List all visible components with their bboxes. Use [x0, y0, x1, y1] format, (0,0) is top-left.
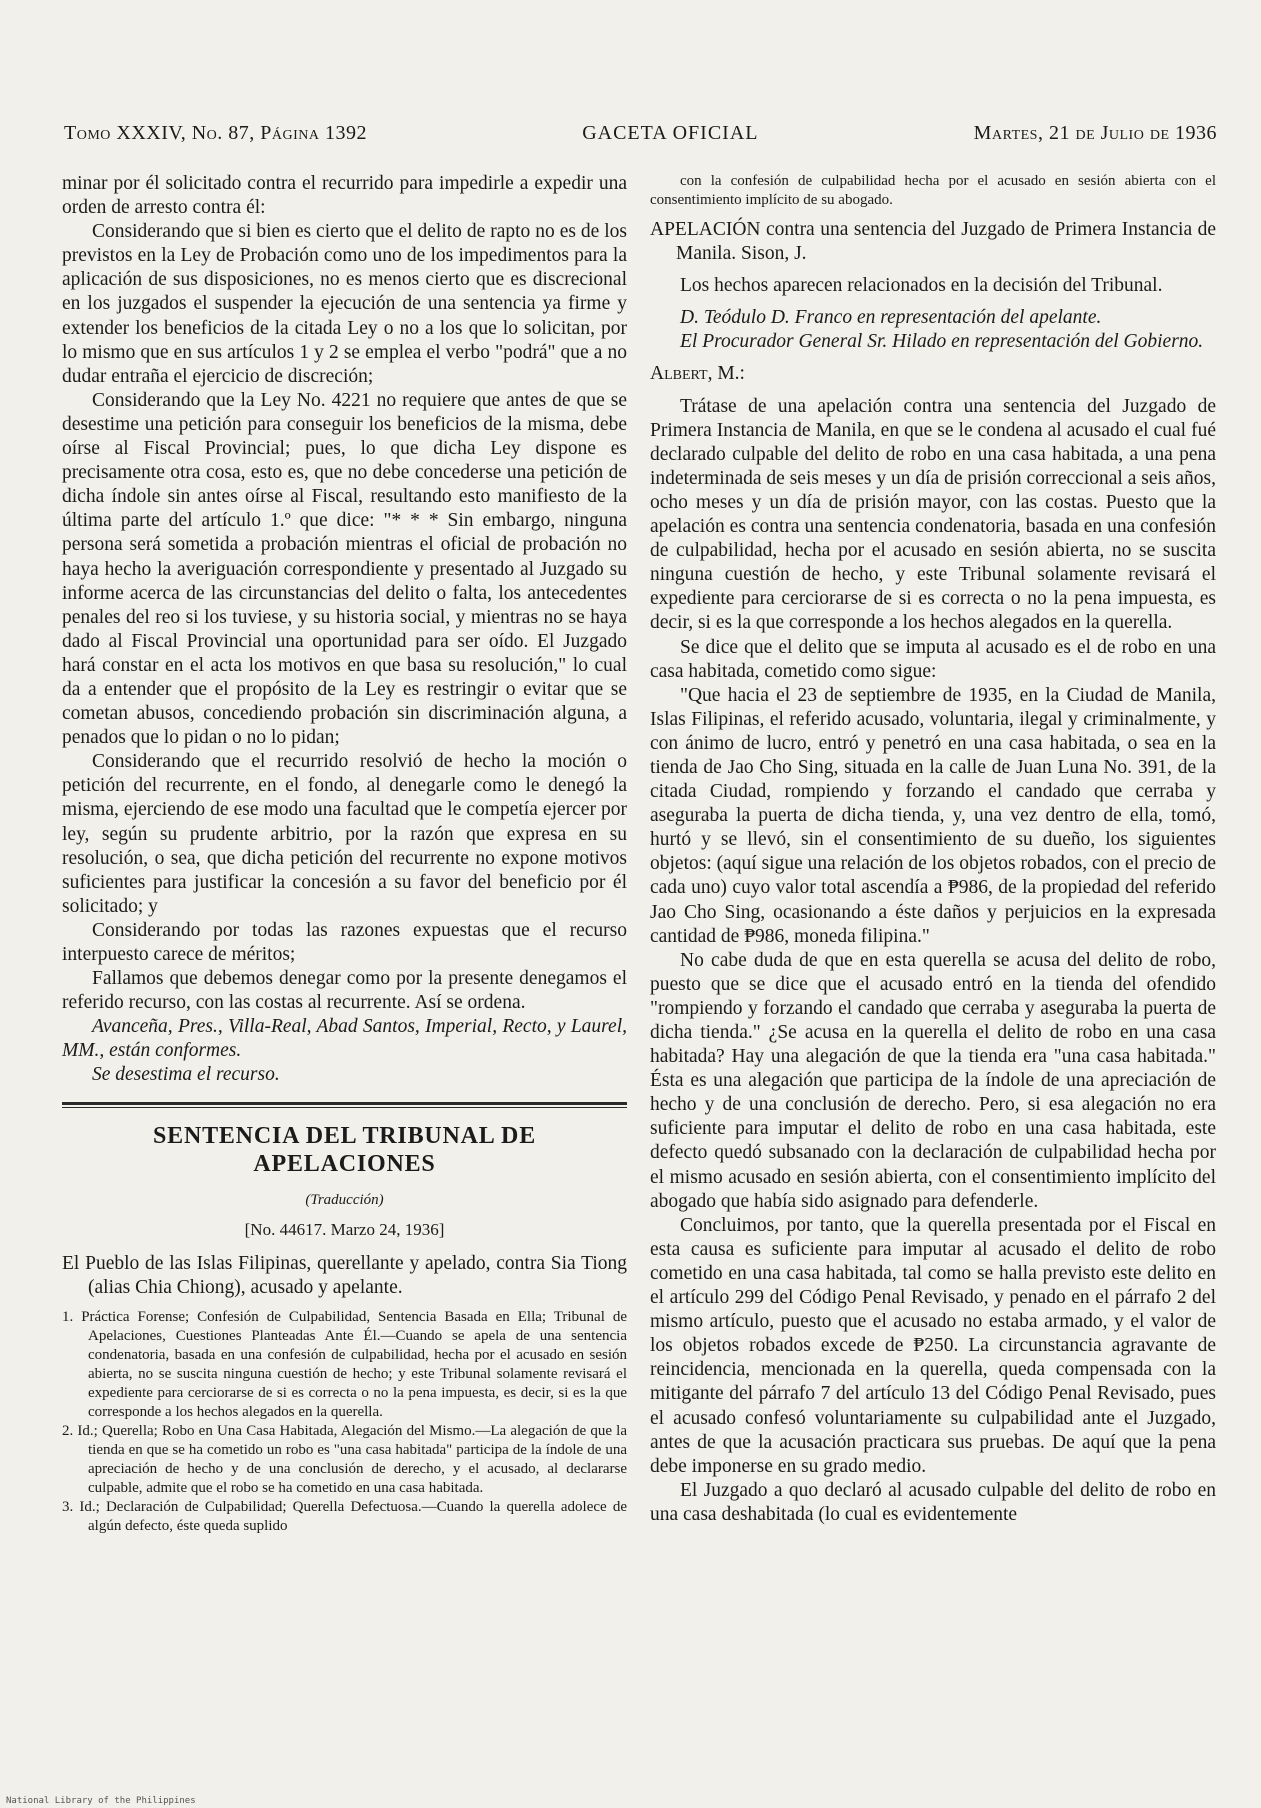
syllabus-item: 2. Id.; Querella; Robo en Una Casa Habitada, Alegación del Mismo.—La alegación de que la tienda en que se ha cometido un robo es "una casa habitada" participa de la índole de una apreciación de hecho y de una conclusión de derecho, y el acusado, al declararse culpable, admite que el robo se ha cometido en una casa habitada. [62, 1422, 627, 1496]
issue-date: Martes, 21 de Julio de 1936 [973, 121, 1217, 144]
section-title: SENTENCIA DEL TRIBUNAL DE APELACIONES [152, 1122, 536, 1177]
left-column [62, 172, 627, 1536]
paragraph: No cabe duda de que en esta querella se acusa del delito de robo, puesto que se dice que el acusado entró en la tienda del ofendido "rompiendo y forzando el candado que cerraba y aseguraba la puerta de dicha tienda." ¿Se acusa en la querella el delito de robo en una casa habitada? Hay una alegación de que la tienda era "una casa habitada." Ésta es una alegación que participa de la índole de una apreciación de hecho y de una conclusión de derecho. Pero, si esa alegación no era suficiente para imputar el delito de robo en una casa habitada, este defecto quedó subsanado con la declaración de culpabilidad hecha por el mismo acusado en sesión abierta, con el consentimiento implícito del abogado que había sido asignado para defenderle. [650, 949, 1216, 1212]
ponente: Albert, M.: [650, 363, 745, 385]
counsel-government: El Procurador General Sr. Hilado en representación del Gobierno. [680, 331, 1204, 353]
paragraph: Considerando que la Ley No. 4221 no requiere que antes de que se desestime una petición para conseguir los beneficios de la misma, debe oírse al Fiscal Provincial; pues, lo que dicha Ley dispone es precisamente otra cosa, esto es, que no debe concederse una petición de dicha índole sin antes oírse al Fiscal, resultando esto manifiesto de la última parte del artículo 1.º que dice: "* * * Sin embargo, ninguna persona será sometida a probación mientras el oficial de probación no haya hecho la averiguación correspondiente y presentado al Juzgado su informe acerca de las circunstancias del delito o falta, los antecedentes penales del reo si los tuviese, y su historia social, y mientras no se haya dado al Fiscal Provincial una oportunidad para ser oído. El Juzgado hará constar en el acta los motivos en que basa su resolución," lo cual da a entender que el propósito de la Ley es restringir o evitar que se cometan abusos, concediendo probación sin discriminación alguna, a penados que lo pidan o no lo pidan; [62, 389, 627, 749]
case-number: [No. 44617. Marzo 24, 1936] [244, 1219, 445, 1239]
gazette-title: GACETA OFICIAL [582, 121, 759, 144]
paragraph: Se dice que el delito que se imputa al acusado es el de robo en una casa habitada, cometido como sigue: [650, 636, 1216, 682]
concurring-justices: Avanceña, Pres., Villa-Real, Abad Santos, Imperial, Recto, y Laurel, MM., están conformes. [62, 1016, 627, 1062]
translation-note: (Traducción) [305, 1191, 384, 1208]
paragraph: Considerando por todas las razones expuestas que el recurso interpuesto carece de méritos; [62, 919, 627, 965]
right-column [650, 172, 1216, 1527]
paragraph: Fallamos que debemos denegar como por la presente denegamos el referido recurso, con las costas al recurrente. Así se ordena. [62, 968, 627, 1014]
disposition: Se desestima el recurso. [92, 1064, 280, 1086]
paragraph: Concluimos, por tanto, que la querella presentada por el Fiscal en esta causa es suficiente para imputar al acusado el delito de robo cometido en una casa habitada, tal como se halla previsto este delito en el artículo 299 del Código Penal Revisado, y penado en el párrafo 2 del mismo artículo, puesto que el acusado no estaba armado, y el valor de los objetos robados excede de ₱250. La circunstancia agravante de reincidencia, mencionada en la querella, queda compensada con la mitigante del párrafo 7 del artículo 13 del Código Penal Revisado, pues el acusado confesó voluntariamente su culpabilidad ante el Juzgado, antes de que la acusación practicara sus pruebas. De aquí que la pena debe imponerse en su grado medio. [650, 1214, 1216, 1477]
syllabus-continuation: con la confesión de culpabilidad hecha por el acusado en sesión abierta con el consentimiento implícito de su abogado. [650, 173, 1216, 208]
paragraph: Considerando que el recurrido resolvió de hecho la moción o petición del recurrente, en el fondo, al denegarle como le denegó la misma, ejerciendo de ese modo una facultad que le competía ejercer por ley, según su prudente arbitrio, por la razón que expresa en su resolución, o sea, que dicha petición del recurrente no expone motivos suficientes para justificar la concesión a su favor del beneficio por él solicitado; y [62, 751, 627, 917]
facts-line: Los hechos aparecen relacionados en la decisión del Tribunal. [680, 275, 1163, 297]
section-divider [62, 1102, 627, 1108]
page-header [64, 118, 1217, 148]
paragraph: minar por él solicitado contra el recurrido para impedirle a expedir una orden de arresto contra él: [62, 173, 627, 219]
case-parties: El Pueblo de las Islas Filipinas, querellante y apelado, contra Sia Tiong (alias Chia Chiong), acusado y apelante. [62, 1252, 627, 1298]
appeal-line: APELACIÓN contra una sentencia del Juzgado de Primera Instancia de Manila. Sison, J. [650, 219, 1216, 265]
counsel-appellant: D. Teódulo D. Franco en representación del apelante. [680, 307, 1102, 329]
paragraph: El Juzgado a quo declaró al acusado culpable del delito de robo en una casa deshabitada (lo cual es evidentemente [650, 1479, 1216, 1525]
quoted-complaint: "Que hacia el 23 de septiembre de 1935, en la Ciudad de Manila, Islas Filipinas, el referido acusado, voluntaria, ilegal y criminalmente, y con ánimo de lucro, entró y penetró en una casa habitada, o sea en la tienda de Jao Cho Sing, situada en la calle de Juan Luna No. 391, de la citada Ciudad, rompiendo y forzando el candado que cerraba y aseguraba la puerta de dicha tienda, y, una vez dentro de ella, tomó, hurtó y se llevó, sin el consentimiento de su dueño, los siguientes objetos: (aquí sigue una relación de los objetos robados, con el precio de cada uno) cuyo valor total ascendía a ₱986, de la propiedad del referido Jao Cho Sing, ocasionando a éste daños y perjuicios en la expresada cantidad de ₱986, moneda filipina." [650, 684, 1216, 947]
scan-footer: National Library of the Philippines [6, 1796, 196, 1806]
syllabus-item: 1. Práctica Forense; Confesión de Culpabilidad, Sentencia Basada en Ella; Tribunal de Apelaciones, Cuestiones Planteadas Ante Él.—Cuando se apela de una sentencia condenatoria, basada en una confesión de culpabilidad, hecha por el acusado en sesión abierta, no se suscita ninguna cuestión de hecho; y este Tribunal solamente revisará el expediente para cerciorarse de si es correcta o no la pena impuesta, es decir, si es la que corresponde a los hechos alegados en la querella. [62, 1308, 627, 1420]
paragraph: Considerando que si bien es cierto que el delito de rapto no es de los previstos en la Ley de Probación como uno de los impedimentos para la aplicación de sus disposiciones, no es menos cierto que es discrecional en los juzgados el suspender la ejecución de una sentencia ya firme y extender los beneficios de la citada Ley o no a los que lo solicitan, por lo mismo que en sus artículos 1 y 2 se emplea el verbo "podrá" que a no dudar entraña el ejercicio de discreción; [62, 221, 627, 387]
syllabus-item: 3. Id.; Declaración de Culpabilidad; Querella Defectuosa.—Cuando la querella adolece de algún defecto, éste queda suplido [62, 1498, 627, 1534]
paragraph: Trátase de una apelación contra una sentencia del Juzgado de Primera Instancia de Manila, en que se le condena al acusado el cual fué declarado culpable del delito de robo en una casa habitada, a una pena indeterminada de seis meses y un día de prisión correccional a seis años, ocho meses y un día de prisión mayor, con las costas. Puesto que la apelación es contra una sentencia condenatoria, basada en una confesión de culpabilidad, hecha por el acusado en sesión abierta, no se suscita ninguna cuestión de hecho, y este Tribunal solamente revisará el expediente para cerciorarse de si es correcta o no la pena impuesta, es decir, si es la que corresponde a los hechos alegados en la querella. [650, 395, 1216, 634]
volume-issue-page: Tomo XXXIV, No. 87, Página 1392 [64, 121, 368, 144]
